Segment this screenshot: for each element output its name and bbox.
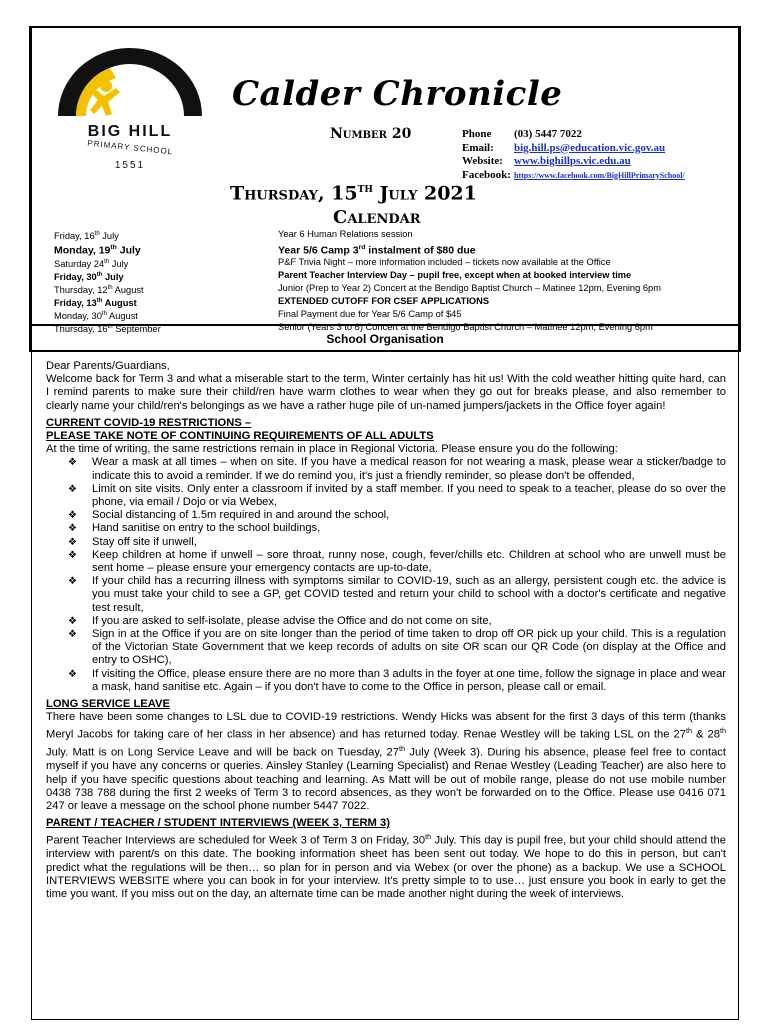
calendar-list [54,229,714,335]
website-link[interactable]: www.bighillps.vic.edu.au [514,155,631,167]
diamond-bullet-icon: ❖ [68,510,77,522]
newsletter-body [46,360,726,901]
covid-bullet-item: ❖ If you are asked to self-isolate, please advise the Office and do not come on site, [68,614,492,627]
contact-website [462,155,685,169]
calendar-event-text: EXTENDED CUTOFF FOR CSEF APPLICATIONS [278,295,490,306]
diamond-bullet-icon: ❖ [68,536,77,548]
calendar-event [54,296,714,309]
calendar-event [54,242,714,257]
diamond-bullet-icon: ❖ [68,457,77,469]
covid-heading-1: CURRENT COVID-19 RESTRICTIONS – [46,416,252,429]
calendar-event [54,229,714,242]
contact-phone [462,128,685,142]
contact-phone-label: Phone [462,128,492,140]
calendar-event-text: Junior (Prep to Year 2) Concert at the Bendigo Baptist Church – Matinee 12pm, Evening 6pm [278,282,661,293]
diamond-bullet-icon: ❖ [68,668,77,680]
contact-phone-value: (03) 5447 7022 [514,128,582,140]
covid-bullet-list [46,456,726,694]
calendar-event-text: Year 6 Human Relations session [278,229,413,239]
greeting: Dear Parents/Guardians, [46,360,170,372]
contact-facebook-label: Facebook: [462,168,511,181]
calendar-event-date: Monday, 19th July [54,244,141,257]
newsletter-title: Calder Chronicle [232,74,563,114]
diamond-bullet-icon: ❖ [68,615,77,627]
calendar-event-text: Final Payment due for Year 5/6 Camp of $45 [278,308,462,319]
covid-bullet-item: ❖ Stay off site if unwell, [68,535,197,548]
calendar-event-text: Parent Teacher Interview Day – pupil free, except when at booked interview time [278,269,632,280]
calendar-event [54,309,714,322]
calendar-event-text: Year 5/6 Camp 3rd instalment of $80 due [278,244,476,257]
school-logo [50,44,210,174]
email-link[interactable]: big.hill.ps@education.vic.gov.au [514,141,666,154]
calendar-event-text: Senior (Years 3 to 6) Concert at the Bendigo Baptist Church – Matinee 12pm, Evening 6pm [278,321,653,332]
facebook-link[interactable]: https://www.facebook.com/BigHillPrimarySchool/ [514,170,685,180]
logo-sub: PRIMARY SCHOOL [86,138,174,157]
lsl-heading: LONG SERVICE LEAVE [46,698,170,711]
covid-bullet-item: ❖ Keep children at home if unwell – sore throat, runny nose, cough, fever/chills etc. Children at school who are unwell must be sent home – please ensure your emergency contacts are up-to-date, [68,548,726,575]
calendar-heading: Calendar [333,207,421,228]
calendar-event [54,257,714,270]
interviews-paragraph: Parent Teacher Interviews are scheduled for Week 3 of Term 3 on Friday, 30th July. This day is pupil free, but your child should attend the interview with parent/s on this date. The booking information sheet has been sent out today. We hope to do this in person, but can't predict what the regulations will be then… so plan for in person and via Webex (or over the phone) as a backup. We use a SCHOOL INTERVIEWS WEBSITE where you can book in for your interview. It's pretty simple to to use… just ensure you book in early to get the time you want. If you miss out on the day, an alternate time can be made another night during the week of interviews. [46,832,726,900]
covid-bullet-item: ❖ Wear a mask at all times – when on site. If you have a medical reason for not wearing a mask, please wear a sticker/badge to indicate this to avoid a reminder. If we do remind you, it's just a friendly reminder, so please don't be offended, [68,456,726,482]
issue-number: Number 20 [330,126,412,142]
covid-intro: At the time of writing, the same restrictions remain in place in Regional Victoria. Please ensure you do the following: [46,443,618,456]
diamond-bullet-icon: ❖ [68,483,77,495]
contact-block [462,128,685,182]
diamond-bullet-icon: ❖ [68,549,77,561]
logo-name: BIG HILL [87,123,173,140]
contact-facebook [462,169,685,183]
covid-bullet-item: ❖ If your child has a recurring illness with symptoms similar to COVID-19, such as an allergy, persistent cough etc. the advice is you must take your child to see a GP, get COVID tested and return your child to school with a doctor's certificate and negative test result, [68,575,726,614]
contact-email [462,142,685,156]
issue-date: Thursday, 15th July 2021 [230,180,477,205]
calendar-event-date: Thursday, 16th September [54,323,161,334]
diamond-bullet-icon: ❖ [68,576,77,588]
calendar-event-date: Saturday 24th July [54,258,129,269]
section-title: School Organisation [29,324,741,352]
calendar-event-date: Friday, 13th August [54,297,137,308]
covid-bullet-item: ❖ Limit on site visits. Only enter a classroom if invited by a staff member. If you need to speak to a teacher, please do so over the phone, via email / Dojo or via Webex, [68,482,726,509]
intro-paragraph: Welcome back for Term 3 and what a miserable start to the term, Winter certainly has hit us! With the cold weather hitting quite hard, can I remind parents to make sure their child/ren have warm clothes to wear when they go out for breaks please, and also remember to clearly name your child/ren's belongings as we have a rather huge pile of un-named jumpers/jackets in the Office foyer again! [46,373,726,412]
interviews-heading: PARENT / TEACHER / STUDENT INTERVIEWS (WEEK 3, TERM 3) [46,817,390,830]
contact-email-label: Email: [462,141,494,154]
calendar-event-date: Friday, 30th July [54,271,124,282]
calendar-event-date: Friday, 16th July [54,231,119,242]
calendar-event-date: Thursday, 12th August [54,284,144,295]
calendar-event-date: Monday, 30th August [54,310,138,321]
calendar-event-text: P&F Trivia Night – more information included – tickets now available at the Office [278,256,611,267]
covid-bullet-item: ❖ Sign in at the Office if you are on site longer than the period of time taken to drop off OR pick up your child. This is a regulation of the Victorian State Government that we keep records of adults on site OR scan our QR Code (on display at the Office and entry to OSHC), [68,628,726,667]
covid-bullet-item: ❖ Social distancing of 1.5m required in and around the school, [68,509,390,522]
covid-bullet-item: ❖ If visiting the Office, please ensure there are no more than 3 adults in the foyer at one time, follow the signage in place and wear a mask, hand sanitise etc. Again – if you don't have to come to the Office in person, please call or email. [68,667,726,693]
logo-year: 1551 [114,160,146,171]
diamond-bullet-icon: ❖ [68,523,77,535]
covid-bullet-item: ❖ Hand sanitise on entry to the school buildings, [68,522,321,535]
contact-website-label: Website: [462,155,503,167]
calendar-event [54,283,714,296]
diamond-bullet-icon: ❖ [68,629,77,641]
covid-heading-2: PLEASE TAKE NOTE OF CONTINUING REQUIREMENTS OF ALL ADULTS [46,430,434,443]
calendar-event [54,270,714,283]
lsl-paragraph: There have been some changes to LSL due to COVID-19 restrictions. Wendy Hicks was absent for the first 3 days of this term (thanks Meryl Jacobs for taking care of her class in her absence) and has returned today. Renae Westley will be taking LSL on the 27th & 28th July. Matt is on Long Service Leave and will be back on Tuesday, 27th July (Week 3). During his absence, please feel free to contact myself if you have any concerns or queries. Ainsley Stanley (Learning Specialist) and Renae Westley (Leading Teacher) are also here to help if you have specific questions about teaching and learning. As Matt will be out of mobile range, please do not use mobile number 0438 738 788 during the first 2 weeks of Term 3 to record absences, as they won't be forwarded on to the Office. Please use 0416 071 247 or leave a message on the school phone number 5447 7022. [46,711,726,812]
